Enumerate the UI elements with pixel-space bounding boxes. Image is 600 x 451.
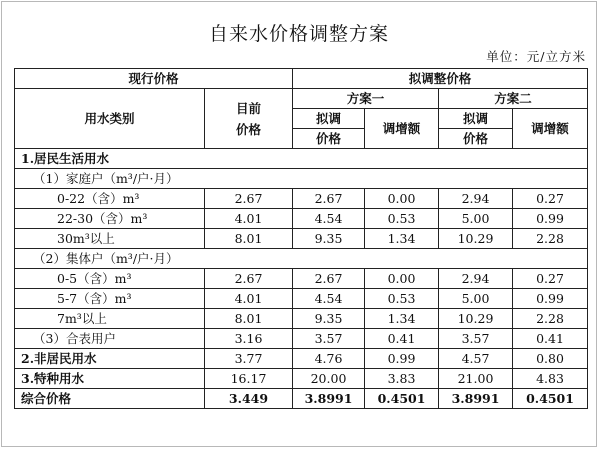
row-label: 2.非居民用水 bbox=[15, 349, 205, 369]
header-category: 用水类别 bbox=[15, 89, 205, 149]
cell-plan2-price: 2.94 bbox=[439, 269, 513, 289]
table-row bbox=[15, 269, 588, 289]
section-collective: （2）集体户（m³/户·月） bbox=[15, 249, 588, 269]
cell-plan1-price: 4.54 bbox=[293, 209, 365, 229]
row-label: 3.特种用水 bbox=[15, 369, 205, 389]
cell-plan2-price: 3.8991 bbox=[439, 389, 513, 409]
cell-plan1-price: 3.57 bbox=[293, 329, 365, 349]
cell-current: 3.16 bbox=[205, 329, 293, 349]
cell-plan2-increase: 0.99 bbox=[513, 209, 588, 229]
row-label: 0-5（含）m³ bbox=[15, 269, 205, 289]
header-plan2-increase: 调增额 bbox=[513, 109, 588, 149]
row-label: 30m³以上 bbox=[15, 229, 205, 249]
cell-plan2-price: 2.94 bbox=[439, 189, 513, 209]
cell-current: 8.01 bbox=[205, 229, 293, 249]
cell-plan2-increase: 4.83 bbox=[513, 369, 588, 389]
table-row-nonresidential bbox=[15, 349, 588, 369]
row-label: 0-22（含）m³ bbox=[15, 189, 205, 209]
row-label: 7m³以上 bbox=[15, 309, 205, 329]
cell-current: 4.01 bbox=[205, 209, 293, 229]
cell-plan2-price: 10.29 bbox=[439, 229, 513, 249]
cell-plan2-increase: 0.80 bbox=[513, 349, 588, 369]
cell-plan2-increase: 0.4501 bbox=[513, 389, 588, 409]
table-row bbox=[15, 229, 588, 249]
cell-current: 3.77 bbox=[205, 349, 293, 369]
cell-plan1-price: 2.67 bbox=[293, 189, 365, 209]
cell-plan1-increase: 0.00 bbox=[365, 269, 439, 289]
section-household: （1）家庭户（m³/户·月） bbox=[15, 169, 588, 189]
cell-plan1-increase: 1.34 bbox=[365, 309, 439, 329]
cell-plan1-increase: 0.00 bbox=[365, 189, 439, 209]
header-current-price-line2: 价格 bbox=[236, 121, 262, 137]
cell-current: 2.67 bbox=[205, 189, 293, 209]
cell-plan1-price: 2.67 bbox=[293, 269, 365, 289]
cell-plan1-increase: 1.34 bbox=[365, 229, 439, 249]
header-proposed: 拟调整价格 bbox=[293, 69, 588, 89]
unit-label: 单位：元/立方米 bbox=[486, 49, 586, 64]
cell-plan1-increase: 0.53 bbox=[365, 209, 439, 229]
cell-plan1-increase: 0.4501 bbox=[365, 389, 439, 409]
cell-plan1-increase: 0.99 bbox=[365, 349, 439, 369]
page-title: 自来水价格调整方案 bbox=[208, 23, 389, 45]
cell-plan1-price: 4.54 bbox=[293, 289, 365, 309]
header-plan1-increase: 调增额 bbox=[365, 109, 439, 149]
cell-plan2-increase: 0.27 bbox=[513, 269, 588, 289]
header-plan2: 方案二 bbox=[439, 89, 588, 109]
table-row bbox=[15, 209, 588, 229]
cell-plan1-price: 4.76 bbox=[293, 349, 365, 369]
header-plan1-price-line1: 拟调 bbox=[293, 109, 365, 129]
table-row bbox=[15, 189, 588, 209]
table-row bbox=[15, 289, 588, 309]
cell-current: 2.67 bbox=[205, 269, 293, 289]
table-row-total bbox=[15, 389, 588, 409]
cell-current: 3.449 bbox=[205, 389, 293, 409]
cell-plan1-price: 20.00 bbox=[293, 369, 365, 389]
cell-plan1-increase: 0.41 bbox=[365, 329, 439, 349]
row-label: 22-30（含）m³ bbox=[15, 209, 205, 229]
cell-plan2-increase: 0.99 bbox=[513, 289, 588, 309]
row-label: （3）合表用户 bbox=[15, 329, 205, 349]
cell-plan2-price: 5.00 bbox=[439, 209, 513, 229]
cell-plan1-price: 3.8991 bbox=[293, 389, 365, 409]
header-plan2-price-line2: 价格 bbox=[439, 129, 513, 149]
header-plan2-price-line1: 拟调 bbox=[439, 109, 513, 129]
cell-plan2-price: 3.57 bbox=[439, 329, 513, 349]
row-label: 5-7（含）m³ bbox=[15, 289, 205, 309]
cell-plan2-increase: 2.28 bbox=[513, 229, 588, 249]
cell-current: 8.01 bbox=[205, 309, 293, 329]
section-residential: 1.居民生活用水 bbox=[15, 149, 588, 169]
cell-plan1-increase: 0.53 bbox=[365, 289, 439, 309]
header-plan1: 方案一 bbox=[293, 89, 439, 109]
cell-plan2-price: 21.00 bbox=[439, 369, 513, 389]
table-row-special bbox=[15, 369, 588, 389]
table-row-meter bbox=[15, 329, 588, 349]
cell-plan2-increase: 0.41 bbox=[513, 329, 588, 349]
header-current: 现行价格 bbox=[15, 69, 293, 89]
header-current-price-line1: 目前 bbox=[236, 100, 262, 116]
table-row bbox=[15, 309, 588, 329]
header-plan1-price-line2: 价格 bbox=[293, 129, 365, 149]
document-page bbox=[1, 1, 597, 447]
cell-current: 4.01 bbox=[205, 289, 293, 309]
row-label: 综合价格 bbox=[15, 389, 205, 409]
cell-plan2-price: 10.29 bbox=[439, 309, 513, 329]
cell-plan2-increase: 0.27 bbox=[513, 189, 588, 209]
header-current-price bbox=[205, 89, 293, 149]
cell-plan2-price: 4.57 bbox=[439, 349, 513, 369]
price-table bbox=[14, 68, 588, 409]
cell-plan1-price: 9.35 bbox=[293, 309, 365, 329]
cell-plan2-price: 5.00 bbox=[439, 289, 513, 309]
cell-plan1-price: 9.35 bbox=[293, 229, 365, 249]
cell-plan1-increase: 3.83 bbox=[365, 369, 439, 389]
cell-plan2-increase: 2.28 bbox=[513, 309, 588, 329]
cell-current: 16.17 bbox=[205, 369, 293, 389]
